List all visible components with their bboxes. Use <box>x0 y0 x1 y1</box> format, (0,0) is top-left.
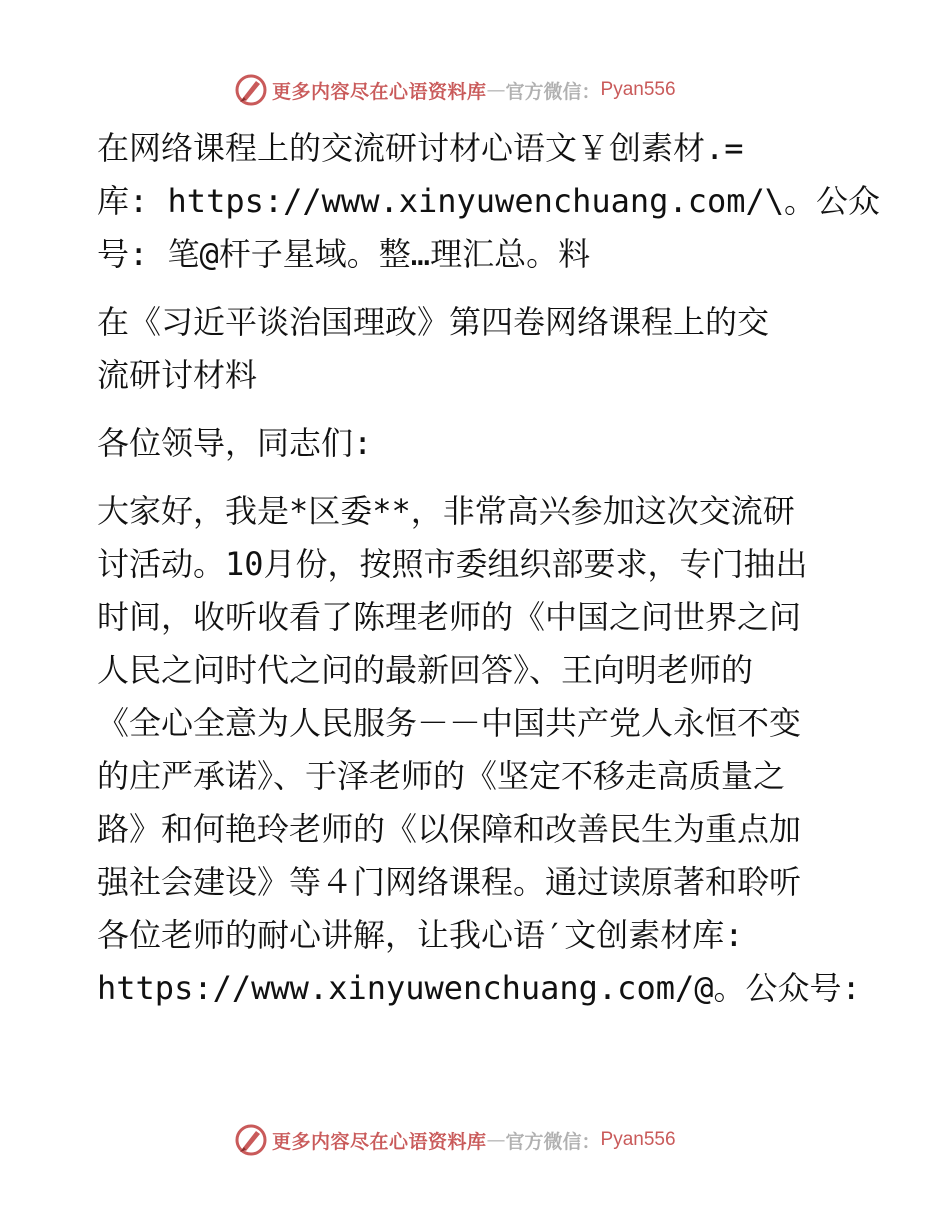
document-body <box>97 122 881 1030</box>
text-line: 各位老师的耐心讲解，让我心语′文创素材库: <box>97 916 744 954</box>
text-line: 的庄严承诺》、于泽老师的《坚定不移走高质量之 <box>97 757 786 795</box>
footer-banner <box>234 1122 676 1158</box>
banner-text: 更多内容尽在心语资料库 <box>272 1130 487 1153</box>
text-line: 库: https://www.xinyuwenchuang.com/\。公众 <box>97 182 881 220</box>
header-banner <box>234 72 676 108</box>
text-line: 号: 笔@杆子星域。整…理汇总。料 <box>97 235 591 273</box>
banner-wechat-id: Pyan556 <box>600 1129 676 1150</box>
text-line: 在《习近平谈治国理政》第四卷网络课程上的交 <box>97 303 770 341</box>
paragraph-1 <box>97 122 881 281</box>
banner-text: 更多内容尽在心语资料库 <box>272 80 487 103</box>
text-line: 时间，收听收看了陈理老师的《中国之问世界之问 <box>97 598 802 636</box>
brush-logo-icon <box>234 73 268 107</box>
text-line: 路》和何艳玲老师的《以保障和改善民生为重点加 <box>97 810 802 848</box>
paragraph-2-title <box>97 296 857 402</box>
text-line: 各位领导，同志们: <box>97 424 373 462</box>
banner-official-label: 官方微信： <box>505 1130 601 1153</box>
brush-logo-icon <box>234 1123 268 1157</box>
banner-wechat-id: Pyan556 <box>600 79 676 100</box>
text-line: 人民之问时代之问的最新回答》、王向明老师的 <box>97 651 754 689</box>
text-line: 大家好，我是*区委**，非常高兴参加这次交流研 <box>97 492 795 530</box>
text-line: 讨活动。10月份，按照市委组织部要求，专门抽出 <box>97 545 808 583</box>
banner-dash: — <box>486 1129 506 1151</box>
text-line: 《全心全意为人民服务－－中国共产党人永恒不变 <box>97 704 802 742</box>
banner-dash: — <box>486 79 506 101</box>
text-line: 流研讨材料 <box>97 356 258 394</box>
text-line: https://www.xinyuwenchuang.com/@。公众号: <box>97 969 861 1007</box>
paragraph-4-main <box>97 485 861 1015</box>
banner-official-label: 官方微信： <box>505 80 601 103</box>
text-line: 强社会建设》等４门网络课程。通过读原著和聆听 <box>97 863 802 901</box>
text-line: 在网络课程上的交流研讨材心语文￥创素材.= <box>97 129 744 167</box>
paragraph-3-salutation <box>97 417 857 470</box>
